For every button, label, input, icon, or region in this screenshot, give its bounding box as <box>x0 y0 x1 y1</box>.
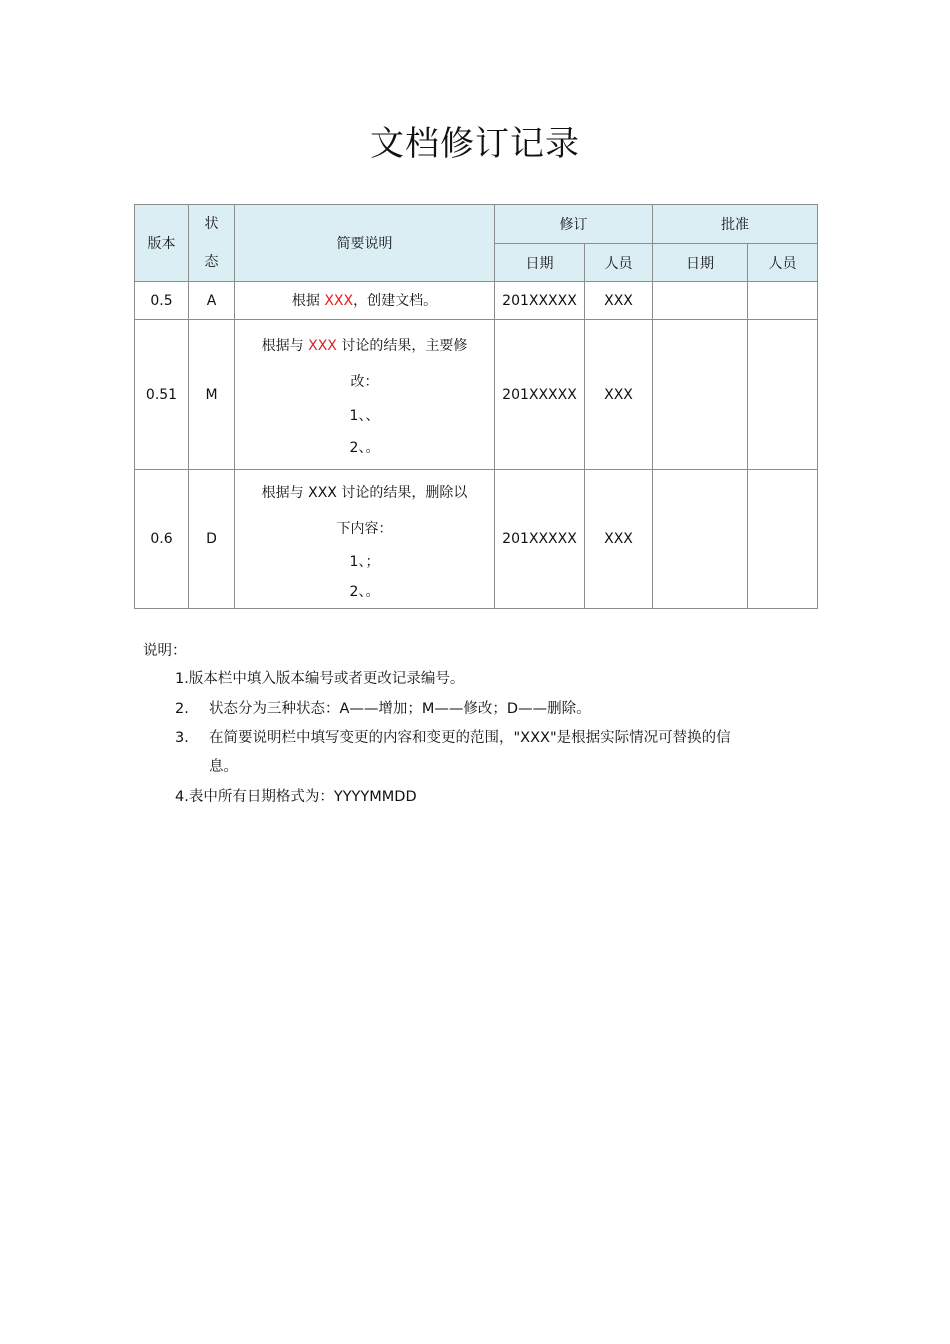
cell-version: 0.6 <box>135 470 189 609</box>
page-title: 文档修订记录 <box>370 124 580 164</box>
header-approval-date: 日期 <box>653 244 748 282</box>
header-status-line1: 状 <box>204 216 219 232</box>
note-item: 1.版本栏中填入版本编号或者更改记录编号。 <box>175 671 465 687</box>
cell-approval-person <box>748 282 818 320</box>
desc-line: 根据与 XXX 讨论的结果，删除以 <box>261 484 468 501</box>
note-text: 息。 <box>209 759 238 775</box>
desc-line: 下内容： <box>336 520 393 537</box>
desc-line: 1、、 <box>349 407 380 424</box>
cell-approval-date <box>653 470 748 609</box>
header-revision: 修订 <box>495 205 653 244</box>
cell-description <box>235 320 495 470</box>
cell-version: 0.5 <box>135 282 189 320</box>
cell-description <box>235 470 495 609</box>
desc-line: 改： <box>350 373 379 390</box>
note-text: 在简要说明栏中填写变更的内容和变更的范围，"XXX"是根据实际情况可替换的信 <box>209 730 731 746</box>
cell-approval-person <box>748 470 818 609</box>
cell-status: D <box>189 470 235 609</box>
notes-section <box>143 638 823 812</box>
desc-text: ，创建文档。 <box>353 292 438 309</box>
header-description: 简要说明 <box>235 205 495 282</box>
table-row <box>135 470 818 609</box>
header-approval: 批准 <box>653 205 818 244</box>
desc-line: 1、； <box>349 553 380 570</box>
cell-status: M <box>189 320 235 470</box>
note-item <box>143 694 823 724</box>
notes-heading: 说明： <box>143 643 187 659</box>
header-version: 版本 <box>135 205 189 282</box>
desc-text: 根据与 <box>261 337 309 354</box>
cell-revision-person: XXX <box>585 470 653 609</box>
revision-table <box>134 204 818 609</box>
cell-approval-person <box>748 320 818 470</box>
header-status <box>189 205 235 282</box>
desc-line: 2、。 <box>349 583 380 600</box>
header-revision-person: 人员 <box>585 244 653 282</box>
note-number: 2. <box>175 701 189 717</box>
desc-placeholder: XXX <box>308 337 337 354</box>
table-row <box>135 320 818 470</box>
cell-status: A <box>189 282 235 320</box>
cell-revision-date: 201XXXXX <box>495 470 585 609</box>
note-item <box>143 724 823 782</box>
cell-revision-person: XXX <box>585 282 653 320</box>
cell-approval-date <box>653 320 748 470</box>
cell-revision-date: 201XXXXX <box>495 282 585 320</box>
note-number: 3. <box>175 730 189 746</box>
note-text: 状态分为三种状态：A——增加；M——修改；D——删除。 <box>209 701 591 717</box>
header-status-line2: 态 <box>204 254 219 270</box>
desc-text: 讨论的结果，主要修 <box>336 337 468 354</box>
cell-revision-date: 201XXXXX <box>495 320 585 470</box>
desc-line: 2、。 <box>349 439 380 456</box>
cell-version: 0.51 <box>135 320 189 470</box>
table-row <box>135 282 818 320</box>
desc-text: 根据 <box>291 292 325 309</box>
header-revision-date: 日期 <box>495 244 585 282</box>
cell-description <box>235 282 495 320</box>
note-item: 4.表中所有日期格式为：YYYYMMDD <box>175 789 417 805</box>
cell-approval-date <box>653 282 748 320</box>
header-approval-person: 人员 <box>748 244 818 282</box>
cell-revision-person: XXX <box>585 320 653 470</box>
desc-placeholder: XXX <box>324 292 354 309</box>
desc-line <box>235 328 494 364</box>
